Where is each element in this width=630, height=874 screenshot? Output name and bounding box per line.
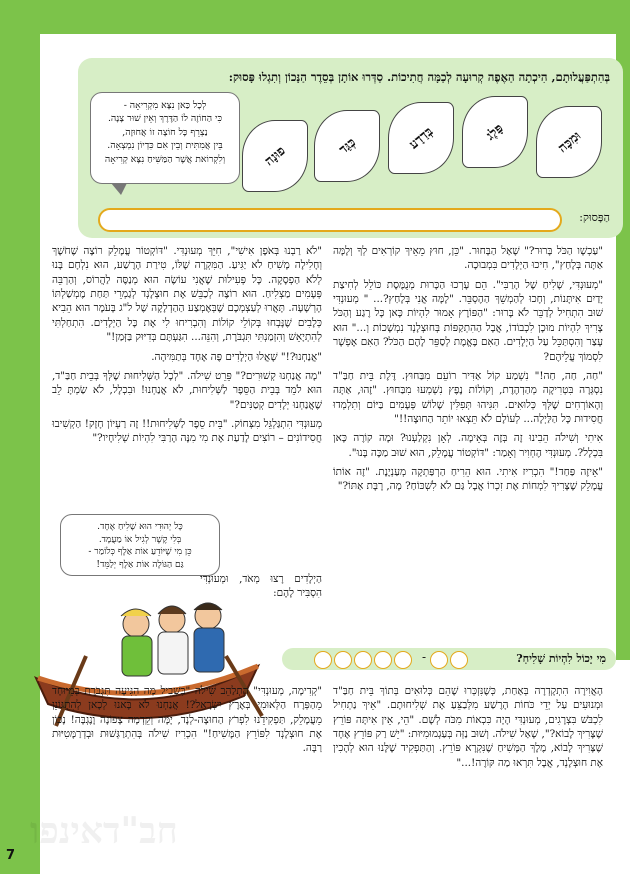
- paragraph: "אֵיזֶה פַּחַד!" הִכְרִיז אִיתִי. הוּא הֵרִיחַ הַרְפַּתְקָה מְעַנְיֶנֶת. "זֶה אוֹתוֹ עֲמָלֵק שֶׁצָּרִיךְ לִמְחוֹת אֶת זִכְרוֹ אֲבָל גַּם לֹא לִשְׁכּוֹחַ? מָה, רָבָּת אַתּוֹ?": [333, 466, 603, 493]
- paragraph: הָאֲוִירָה הִתְקָדְרָה בְּאַחַת, כְּשֶׁנִּזְכְּרוּ שֶׁהֵם כְּלוּאִים בְּתוֹךְ בֵּית חַבַּ"ד וּמְנוּעִים עַל יְדֵי כֹּחוֹת הָרֶשַׁע מִלְּבַצֵּעַ אֶת שְׁלִיחוּתָם. "אֵיךְ נַתְחִיל לִכְבֹּשׁ בִּצְרָגִים, מְעוּנְדִּי הָיָה כִּכְאוֹת מִכֹּה לְשָׁם. "הֵי, אֵין אִיתָּה פּוֹרֵץ שֶׁצָּרִיךְ לָבוֹא?", שָׁאַל שִׁילֹה. וְשׁוּב נַזְּה בְּעַגְמוּמִיּוּת: "יֵשׁ רַק פּוֹרֵץ אֶחָד שֶׁצָּרִיךְ לָבוֹא, מֶלֶךְ הַמָּשִׁיחַ שֶׁנִּקְרָא פּוֹרֵץ. וְהַתַּפְקִיד שֶׁלָּנוּ הוּא לְהָכִין אֶת חוּצְלָנְד, אֲבָל תִּרְאוּ מַה קּוֹרֶה!...": [333, 685, 603, 769]
- paragraph: אִיתִי וְשִׁילֹה הֵבִינוּ זֶה בְּזֶה בְּאֵימָה. לְאָן נִקְלַעְנוּ? וּמָה קוֹרֶה כָּאן בִּכְלָל?. מְעוּנְדִּי הֶחְוִיר וְאָמַר: "דּוֹקְטוֹר עֲמָלֵק, הוּא שׁוּב מַכֶּה בָּנוּ".: [333, 432, 603, 459]
- paragraph: "קְדִימָה, מְעוּנְדִּי" הִתְלַהֵב שִׁילֹה "בִּשְׁבִיל מָה הִגִּיעָה תִּגְבֹּרֶת בְּמֵיוּחָד מֵהַפְּרָח הַלְּאוּמִי בְּאֶרֶץ יִשְׂרָאֵל?! אֲנַחְנוּ לֹא בָּאנוּ לְכָאן לְהִתְגּוֹנֵן מֵעֲמָלֵק, תַּפְקִידֵנוּ לִפְרֹץ הַחוּצָה-לְנָד, יָמָּה וְקֵדְמָה צָפוֹנָה וָנֶגְבָּה! נָכוֹן אֶת חוּצְלָנְד לִפּוֹרֵץ הַמָּשִׁיחַ!" הִכְרִיז שִׁילֹה בְּהִתְרַגְּשׁוּת וּבְדְרַמָּטִיּוּת רַבָּה.: [52, 685, 322, 755]
- speech-line: כֵּן מִי שֶׁיּוֹדֵעַ אוֹת אַלֶף כְּלוֹמַר -: [88, 547, 192, 558]
- letter-circle[interactable]: [430, 651, 448, 669]
- paragraph: הַיְלָדִים רָצוּ מְאֹד, וּמְעוּנְדִּי הִסְבִּיר לָהֶם:: [200, 573, 322, 600]
- puzzle-title: בְּהִתְפַּעֲלוּתָם, הִיכְתָה הַאֶפֶה קְרוּעָה לְכַמָּה חֲתִיכוֹת. סַדְּרוּ אוֹתָן בְּסֵדֶר הַנָּכוֹן וְתִגְלוּ פָּסוּק:: [228, 70, 610, 84]
- speech-line: בֵּין אֲמִתִּית וְבֵין אִם כִּדְיוֹן נִמְצְאָה.: [107, 140, 223, 152]
- paragraph: "לֹא רַבְנוּ בְּאֹפֶן אִישִׁי", חִיֵּךְ מְעוּנְדִּי. "דּוֹקְטוֹר עֲמָלֵק רוֹצֶה שֶׁחֹשֶׁךְ וְחָלִילָה מָשִׁיחַ לֹא יַגִּיעַ. הַמִּקְרָה שָׁלּוֹ, טִירַת הָרֶשַׁע, הוּא נִלְחָם בָּנוּ לְלֹא הַפְסָקָה. כָּל פְּעִילוּת שֶׁאֲנִי עוֹשֶׂה הוּא מְנַסֶּה לַהֲרוֹס, וְהַרְבֵּה פְּעָמִים מַצְלִיחַ. הוּא רוֹצֶה לְכַבֵּשׁ אֶת חוּצְלָנְד לְגַמְרֵי תַּחַת מֶמְשַׁלְתּוֹ הָרְשָׁעָה. תָּאֲרוּ לְעַצְמְכֶם שֶׁבְּאֶמְצַע הַהַדְלָקָה שֶׁל ל"ג בָּעֹמֶר הוּא הֵבִיא כְּלָבִים שֶׁנָּבְחוּ בְּקוֹלֵי קוֹלוֹת וְהִבְרִיחוּ לִי אֶת כָּל הַיְלָדִים. הִתְחַלְתִּי לְהִתְיָאֵשׁ וְהִזְמַנְתִּי תִּגְבֹּרֶת, וְהִנֵּה... הִגַּעְתֶּם בְּדִיּוּק בַּזְּמַן!": [52, 245, 322, 344]
- answer-label: הַפָּסוּק:: [579, 211, 610, 224]
- answer-row: [90, 208, 610, 230]
- puzzle-piece[interactable]: פוּנָה: [242, 120, 308, 192]
- letter-circle[interactable]: [354, 651, 372, 669]
- answer-field[interactable]: [98, 208, 562, 232]
- page-number: 7: [6, 848, 16, 863]
- green-left-border: [0, 0, 40, 874]
- paragraph: "מָה אֲנַחְנוּ קְשׁוּרִים?" פֵּרֵט שִׁילֹה. "לְכָל הַשְּׁלִיחוּת שֶׁלְּךָ בְּבֵית חַבַּ"ד, הוּא לֹמֵד בְּבֵית הַסֵּפֶר לַשְּׁלִיחוּת, לֹא אֲנַחְנוּ! וּבִכְלָל, לֹא שַׂמְתָּ לֵב שֶׁאֲנַחְנוּ יְלָדִים קְטַנִּים?": [52, 369, 322, 411]
- letter-circle[interactable]: [374, 651, 392, 669]
- quiz-label: מִי יָכוֹל לִהְיוֹת שָׁלִיחַ?: [516, 652, 606, 665]
- paragraph: "עַכְשָׁו הַכֹּל בָּרוּר?" שָׁאַל הַבָּחוּר. "כֵּן, חוּץ מֵאֵיךְ קוֹרְאִים לְךָ וְלָמָּה אַתָּה בְּלָחַץ", חִיכוּ הַיְלָדִים בִּמְבוּכָה.: [333, 245, 603, 272]
- story-column-left: [52, 244, 322, 451]
- puzzle-piece[interactable]: פָּלֶג: [462, 96, 528, 168]
- speech-line: גַּם הַגּוֹלֶה אוֹת אַלֶף יְלַמֵּד!: [96, 559, 184, 570]
- puzzle-piece[interactable]: כְּגַּד: [314, 110, 380, 182]
- speech-line: נַצְרֵף כָּל חוֹצָה זוֹ אֲחוּזָה,: [122, 126, 208, 138]
- letter-circle[interactable]: [334, 651, 352, 669]
- story-bottom-right: [333, 684, 603, 775]
- story-bottom-left: [52, 684, 322, 761]
- paragraph: מְעוּנְדִּי הִתְגַּלְגֵּל מִצְּחוֹק. "בֵּית סֵפֶר לַשְּׁלִיחוּת!! זֶה רַעְיוֹן חָזָק! הַקְשִׁיבוּ חֲסִידוֹנִים – רוֹצִים לָדַעַת אֶת מִי מִנָּה הָרַבִּי לִהְיוֹת שְׁלִיחָיו?": [52, 417, 322, 445]
- puzzle-piece[interactable]: וּמִכָּה: [536, 106, 602, 178]
- speech-line: לְכָל כַּאן נִצָּא מִקְרִיאָה -: [123, 100, 207, 111]
- paragraph: "חַה, חַה, חַה!" נִשְׁמַע קוֹל אַדִּיר רוֹעֵם מִבַּחוּץ. דֶּלֶת בֵּית חַבַּ"ד נִסְגְּרָה בִּטְרִיקָה מְהַדְהֶדֶת, וְקוֹלוֹת נֶפֶץ נִשְׁמְעוּ מִבַּחוּץ. "זֶהוּ, אַתָּה וְהָאוֹרְחִים שֶׁלְּךָ כְּלוּאִים. תִּגִּיהוּ תְּפִלִּין שָׁלוֹשׁ פְּעָמִים בַּיּוֹם וְתִלְמְדוּ חֲסִידוּת כָּל הַלַּיְלָה... לְעוֹלָם לֹא תֵּצְאוּ יוֹתֵר הַחוּצָה!!": [333, 369, 603, 425]
- letter-circle[interactable]: [394, 651, 412, 669]
- children-speech-bubble: [60, 514, 220, 576]
- quiz-separator: -: [421, 650, 426, 664]
- puzzle-piece[interactable]: בְּדַדָע: [388, 102, 454, 174]
- speech-line: כִּי הַחוֹזֶה לוֹ הַדֶּרֶךְ וְאֵין שׁוּר צָנָה.: [107, 113, 223, 125]
- paragraph: "אֲנַחְנוּ?!" שָׁאֲלוּ הַיְלָדִים פֶּה אֶחָד בְּתַמִּיהָה.: [151, 350, 322, 363]
- letter-circle[interactable]: [450, 651, 468, 669]
- speech-line: וְלִקְרוֹאת אֲשֶׁר הַמַּשִּׁיחַ נִצָּא קְרִיאָה: [104, 153, 226, 165]
- story-column-right: [333, 244, 603, 634]
- puzzle-pieces: [240, 96, 610, 188]
- puzzle-speech-bubble: [90, 92, 240, 184]
- green-top-border: [0, 0, 630, 34]
- paragraph: "מְעוּנְדִּי, שָׁלִיחַ שֶׁל הָרַבִּי". הֵם עָרְכוּ הַכָּרוּת מְנֻמֶּסֶת כּוֹלֵל לְחִיצַת יָדַיִם אִיתָּנוֹת, וְחָכוּ לְהַמְשֵׁךְ הַהֶסְבֵּר. "לָמָּה אֲנִי בְּלָחַץ?... " מְעוּנְדִּי שׁוּב הִתְחִיל לְדַבֵּר לֹא בָּרוּר: "הַפּוֹרֶץ אָמוּר לִהְיוֹת כָּאן כָּל רֶגַע וְהַכֹּל צָרִיךְ לִהְיוֹת מוּכָן לִכְבוֹדוֹ, אֲבָל הַהִתְקַפּוֹת בְּחוּצְלָנְד נִמְשָׁכוֹת וְ..." הוּא עָצַר וְהִסְתַּכֵּל עַל הַיְלָדִים. הַאִם בֶּאֱמֶת לְסַפֵּר לָהֶם הַכֹּל? הַאִם אֶפְשָׁר לִסְמוֹךְ עֲלֵיהֶם?: [333, 278, 603, 363]
- speech-line: בְּלִי קֶשֶׁר לְגִיל אוֹ מַעֲמָד.: [98, 534, 182, 545]
- quiz-band: [282, 648, 616, 670]
- letter-circle[interactable]: [314, 651, 332, 669]
- speech-line: כָּל יְהוּדִי הוּא שָׁלִיחַ אֶחָד.: [97, 522, 183, 532]
- watermark: חב"דאינפו: [30, 810, 178, 852]
